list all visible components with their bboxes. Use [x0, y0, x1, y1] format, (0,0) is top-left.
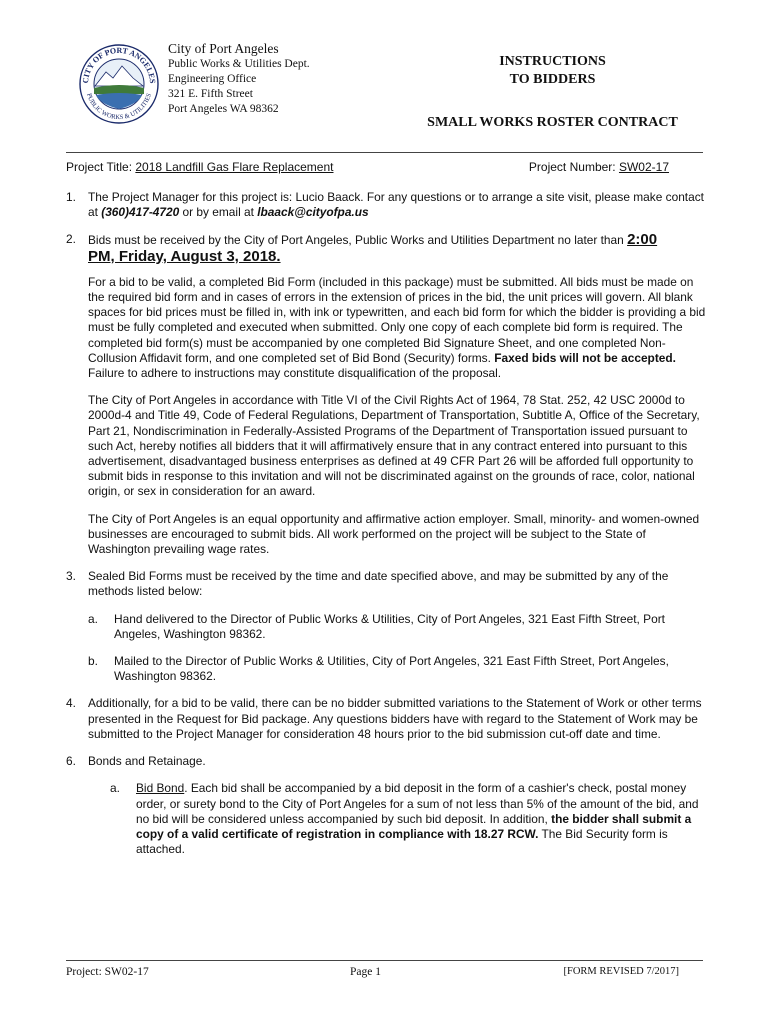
instruction-item-1 — [66, 190, 706, 220]
item-1-mid: or by email at — [179, 205, 258, 220]
equal-opportunity-paragraph: The City of Port Angeles is an equal opportunity and affirmative action employer. Small, minority- and women-owned businesses are encouraged to submit bids. All work performed on the project will be subject to the State of Washington prevailing wage rates. — [88, 511, 700, 557]
document-title — [400, 53, 705, 131]
item-number: 4. — [66, 696, 76, 711]
logo-text-top: CITY OF PORT ANGELES — [80, 45, 158, 84]
registration-requirement: the bidder shall submit a copy of a valid certificate of registration in compliance with 18.27 RCW. — [136, 811, 692, 841]
bid-validity-text: For a bid to be valid, a completed Bid Form (included in this package) must be submitted. All bids must be made on the required bid form and in cases of errors in the extension of prices in the bid, the unit prices will govern. All blank spaces for bid prices must be filled in, with ink or typewritten, and each bid form for which the bidder is providing a bid must be fully completed and executed when submitted. Only one copy of each complete bid form is required. The completed bid form(s) must be accompanied by one completed Bid Signature Sheet, and one completed Non-Collusion Affidavit form, and one completed set of Bid Bond (Security) forms. — [88, 274, 706, 365]
department: Public Works & Utilities Dept. — [168, 58, 310, 70]
footer-page-number: Page 1 — [350, 966, 381, 978]
contact-phone: (360)417-4720 — [101, 205, 180, 220]
item-6-text: Bonds and Retainage. — [88, 754, 206, 769]
item-number: 1. — [66, 190, 76, 204]
instruction-item-3 — [66, 569, 706, 684]
item-3a-text: Hand delivered to the Director of Public Works & Utilities, City of Port Angeles, 321 East Fifth Street, Port Angeles, Washington 98362. — [114, 611, 665, 641]
project-number-value: SW02-17 — [618, 160, 669, 174]
footer-divider — [66, 960, 703, 961]
project-number-label: Project Number: — [528, 160, 616, 174]
sub-item-letter: a. — [88, 611, 98, 626]
faxed-bids-notice: Faxed bids will not be accepted. — [494, 350, 676, 365]
bid-validity-paragraph — [88, 275, 706, 381]
instruction-item-3b — [88, 654, 706, 684]
page-footer — [66, 966, 703, 978]
instruction-item-6a — [110, 781, 706, 857]
header-divider — [66, 152, 703, 153]
civil-rights-paragraph: The City of Port Angeles in accordance with Title VI of the Civil Rights Act of 1964, 78 Stat. 252, 42 USC 2000d to 2000d-4 and Title 49, Code of Federal Regulations, Department of Transportation, Subtitle A, Office of the Secretary, Part 21, Nondiscrimination in Federally-Assisted Programs of the Department of Transportation issued pursuant to such Act, hereby notifies all bidders that it will affirmatively ensure that in any contract entered into pursuant to this advertisement, disadvantaged business enterprises as defined at 49 CFR Part 26 will be afforded full opportunity to submit bids in response to this invitation and will not be discriminated against on the grounds of race, color, national origin, or sex in consideration for an award. — [88, 393, 700, 499]
project-title-value: 2018 Landfill Gas Flare Replacement — [135, 160, 334, 174]
deadline-time: 2:00 — [627, 231, 658, 249]
city-name: City of Port Angeles — [168, 41, 279, 56]
project-title-label: Project Title: — [66, 160, 133, 174]
title-line-1: INSTRUCTIONS — [499, 54, 606, 69]
sub-item-letter: a. — [110, 781, 120, 796]
sub-item-letter: b. — [88, 654, 98, 669]
project-number — [529, 160, 669, 174]
instruction-item-4 — [66, 696, 706, 742]
title-line-2: TO BIDDERS — [509, 72, 596, 87]
city-state-zip: Port Angeles WA 98362 — [168, 103, 279, 115]
street-address: 321 E. Fifth Street — [168, 88, 253, 100]
instruction-item-2 — [66, 232, 706, 557]
footer-project: Project: SW02-17 — [66, 966, 149, 978]
item-3-text: Sealed Bid Forms must be received by the time and date specified above, and may be submitted by any of the methods listed below: — [88, 569, 669, 599]
letterhead-address — [168, 40, 310, 117]
item-number: 2. — [66, 232, 76, 247]
title-line-3: SMALL WORKS ROSTER CONTRACT — [427, 115, 678, 130]
city-seal-logo — [78, 40, 160, 128]
item-3b-text: Mailed to the Director of Public Works & Utilities, City of Port Angeles, 321 East Fifth Street, Port Angeles, Washington 98362. — [114, 654, 669, 684]
item-number: 6. — [66, 754, 76, 769]
project-info-row — [66, 160, 703, 174]
item-number: 3. — [66, 569, 76, 584]
bid-validity-text-end: Failure to adhere to instructions may constitute disqualification of the proposal. — [88, 366, 502, 381]
item-1-text: The Project Manager for this project is: Lucio Baack. For any questions or to arrange a site visit, please make contact at — [88, 190, 704, 220]
contact-email: lbaack@cityofpa.us — [257, 205, 369, 220]
item-4-text: Additionally, for a bid to be valid, there can be no bidder submitted variations to the Statement of Work or other terms presented in the Request for Bid package. Any questions bidders have with regard to the Statement of Work may be submitted to the Project Manager for consideration 48 hours prior to the bid submission cut-off date and time. — [88, 696, 702, 741]
bid-bond-text-end: The Bid Security form is attached. — [136, 826, 668, 857]
item-2-text: Bids must be received by the City of Port Angeles, Public Works and Utilities Department no later than — [88, 233, 628, 248]
instruction-item-3a — [88, 612, 706, 642]
instructions-body — [66, 190, 706, 857]
bid-bond-label: Bid Bond — [136, 781, 185, 796]
bid-bond-text: . Each bid shall be accompanied by a bid deposit in the form of a cashier's check, postal money order, or surety bond to the City of Port Angeles for a sum of not less than 5% of the amount of the bid, and no bid will be considered unless accompanied by such bid deposit. In addition, — [136, 781, 699, 826]
deadline-date: PM, Friday, August 3, 2018. — [88, 247, 281, 265]
office: Engineering Office — [168, 73, 257, 85]
logo-text-bottom: PUBLIC WORKS & UTILITIES — [85, 92, 153, 122]
footer-form-revised: [FORM REVISED 7/2017] — [563, 966, 679, 977]
instruction-item-6 — [66, 754, 706, 857]
